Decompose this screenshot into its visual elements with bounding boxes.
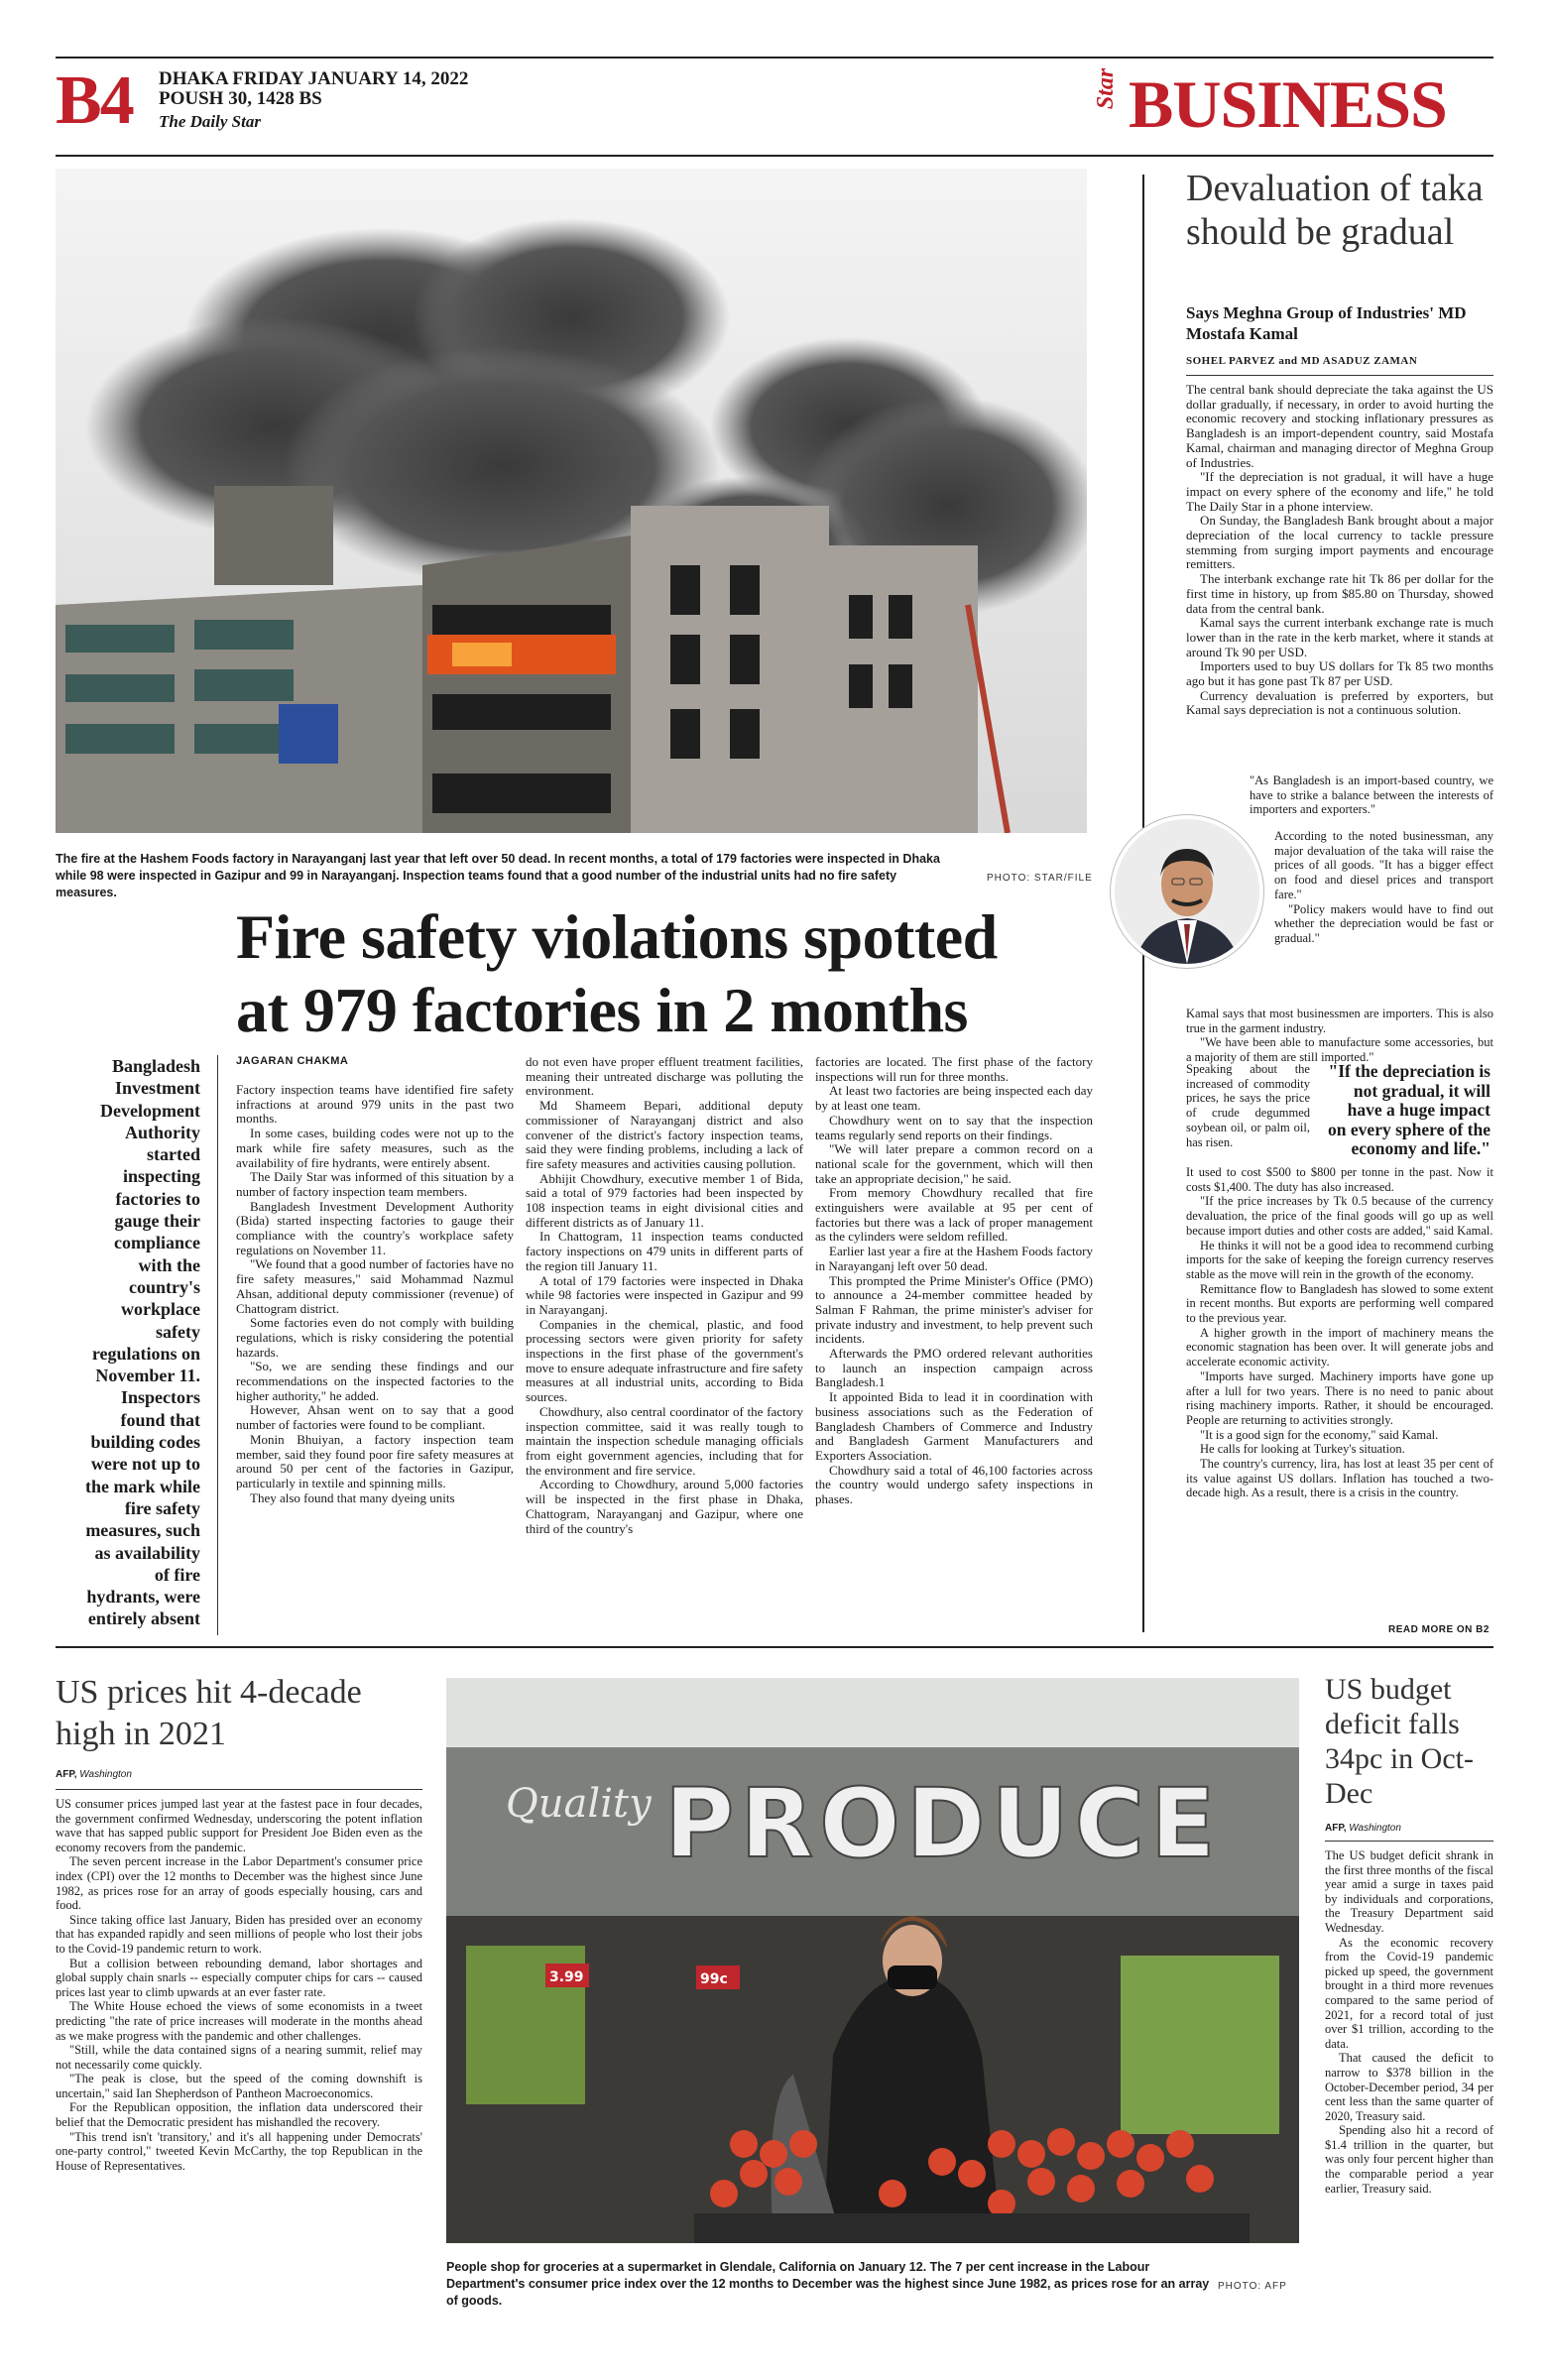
taka-byline: SOHEL PARVEZ and MD ASADUZ ZAMAN bbox=[1186, 355, 1418, 367]
paragraph: From memory Chowdhury recalled that fire extinguishers were available at 95 per cent of factories but there was a lack of proper management as the cylinders were seldom refilled. bbox=[815, 1185, 1093, 1245]
paragraph: He thinks it will not be a good idea to recommend curbing imports for the sake of keeping the foreign currency reserves stable as the move will rein in the growth of the economy. bbox=[1186, 1238, 1493, 1281]
paragraph: Companies in the chemical, plastic, and food processing sectors were given priority for safety inspections in the first phase of the government's move to ensure adequate infrastructure and fire safety measures at all industrial units, according to Bida sources. bbox=[526, 1316, 803, 1405]
main-story-column-3 bbox=[815, 1055, 1093, 1507]
taka-body-wrap-5 bbox=[1186, 1165, 1493, 1500]
dateline bbox=[159, 69, 468, 109]
paragraph: The country's currency, lira, has lost at least 35 per cent of its value against US dollars. Inflation has touched a two-decade high. As a result, there is a crisis in the country. bbox=[1186, 1457, 1493, 1500]
portrait-illustration bbox=[1115, 819, 1259, 964]
bottom-section-rule bbox=[56, 1646, 1493, 1648]
paragraph: Since taking office last January, Biden has presided over an economy that has expanded rapidly and seen millions of people who lost their jobs to the Covid-19 pandemic return to work. bbox=[56, 1912, 422, 1956]
paragraph: The US budget deficit shrank in the first three months of the fiscal year amid a surge in taxes paid by individuals and corporations, the Treasury Department said Wednesday. bbox=[1325, 1848, 1493, 1935]
paragraph: Chowdhury, also central coordinator of the factory inspection committee, said it was really tough to maintain the inspection schedule managing officials from eight government agencies, including that for the environment and fire service. bbox=[526, 1403, 803, 1478]
paragraph: "If the price increases by Tk 0.5 because of the currency devaluation, the price of the final goods will go up as well because import duties and other costs are added," said Kamal. bbox=[1186, 1194, 1493, 1238]
paragraph: Abhijit Chowdhury, executive member 1 of Bida, said a total of 979 factories had been inspected by 108 inspection teams in eight divisional cities and different districts as of January 11. bbox=[526, 1170, 803, 1230]
supermarket-photo bbox=[446, 1678, 1299, 2243]
fire-photo-caption: The fire at the Hashem Foods factory in Narayanganj last year that left over 50 dead. In recent months, a total of 179 factories were inspected in Dhaka while 98 were inspected in Gazipur and 99 in Narayanganj. Inspection teams found that a good number of the industrial units had no fire safety measures. bbox=[56, 852, 940, 899]
paragraph: US consumer prices jumped last year at the fastest pace in four decades, the government confirmed Wednesday, underscoring the potent inflation wave that has sapped public support for President Joe Biden even as the economy recovers from the pandemic. bbox=[56, 1797, 422, 1854]
us-budget-headline: US budget deficit falls 34pc in Oct-Dec bbox=[1325, 1673, 1474, 1810]
paragraph: The central bank should depreciate the taka against the US dollar gradually, if necessary, in order to avoid hurting the economic recovery and stocking inflationary pressures as Bangladesh is an import-dependent country, said Mostafa Kamal, chairman and managing director of Meghna Group of Industries. bbox=[1186, 382, 1493, 470]
taka-byline-rule bbox=[1186, 375, 1493, 376]
paragraph: Md Shameem Bepari, additional deputy commissioner of Narayanganj district and also convener of the district's factory inspection teams, said they were finding problems, including a lack of fire safety measures and activities causing pollution. bbox=[526, 1098, 803, 1171]
taka-body-wrap-2 bbox=[1274, 829, 1493, 946]
main-story-column-1 bbox=[236, 1083, 514, 1505]
pull-quote: "If the depreciation is not gradual, it will have a huge impact on every sphere of the economy and life." bbox=[1328, 1061, 1490, 1158]
paragraph: The White House echoed the views of some economists in a tweet predicting "the rate of price increases will moderate in the months ahead as we make progress with the pandemic and other challenges. bbox=[56, 1999, 422, 2043]
paragraph: "So, we are sending these findings and our recommendations on the inspected factories to the higher authority," he added. bbox=[236, 1359, 514, 1403]
paragraph: He calls for looking at Turkey's situation. bbox=[1200, 1442, 1405, 1457]
main-story-blurb: Bangladesh Investment Development Authority started inspecting factories to gauge their compliance with the country's workplace safety regulations on November 11. Inspectors found that building codes were not up to the mark while fire safety measures, such as availability of fire hydrants, were entirely absent bbox=[85, 1056, 200, 1629]
paragraph: "The peak is close, but the speed of the coming downshift is uncertain," said Ian Shepherdson of Pantheon Macroeconomics. bbox=[56, 2072, 422, 2100]
fire-photo-credit: PHOTO: STAR/FILE bbox=[987, 873, 1093, 884]
paragraph: Bangladesh Investment Development Authority (Bida) started inspecting factories to gauge their compliance with the country's workplace safety regulations on November 11. bbox=[236, 1198, 514, 1257]
supermarket-photo-illustration bbox=[446, 1678, 1299, 2243]
taka-subhead: Says Meghna Group of Industries' MD Mostafa Kamal bbox=[1186, 303, 1467, 343]
paragraph: "Still, while the data contained signs of a nearing summit, relief may not necessarily come quickly. bbox=[56, 2043, 422, 2072]
taka-body-wrap-4 bbox=[1186, 1062, 1310, 1149]
section-title: BUSINESS bbox=[1129, 66, 1447, 142]
us-prices-headline: US prices hit 4-decade high in 2021 bbox=[56, 1674, 362, 1752]
paragraph: For the Republican opposition, the inflation data underscored their belief that the Democratic president has mishandled the recovery. bbox=[56, 2100, 422, 2130]
main-headline bbox=[236, 900, 1099, 1047]
dateline-gregorian: DHAKA FRIDAY JANUARY 14, 2022 bbox=[159, 68, 469, 89]
paragraph: "As Bangladesh is an import-based country, we have to strike a balance between the interests of importers and exporters." bbox=[1250, 774, 1493, 817]
paragraph: It appointed Bida to lead it in coordination with business associations such as the Federation of Bangladesh Chambers of Commerce and Industry and Bangladesh Garment Manufacturers and Exporters Association. bbox=[815, 1389, 1093, 1463]
paragraph: "We found that a good number of factories have no fire safety measures," said Mohammad Nazmul Ahsan, additional deputy commissioner (revenue) of Chattogram district. bbox=[236, 1256, 514, 1316]
price-sign-value: 99c bbox=[700, 1971, 728, 1987]
paragraph: This prompted the Prime Minister's Office (PMO) to announce a 24-member committee headed by Salman F Rahman, the prime minister's adviser for private industry and investment, to help prevent such incidents. bbox=[815, 1272, 1093, 1347]
paragraph: "We have been able to manufacture some accessories, but a majority of them are still imported." bbox=[1186, 1035, 1493, 1065]
main-story-byline: JAGARAN CHAKMA bbox=[236, 1055, 349, 1067]
paragraph: A total of 179 factories were inspected in Dhaka while 98 factories were inspected in Gazipur and 99 in Narayanganj. bbox=[526, 1272, 803, 1317]
paragraph: According to the noted businessman, any major devaluation of the taka will raise the prices of all goods. "It has a bigger effect on food and diesel prices and transport fare." bbox=[1274, 829, 1493, 901]
paragraph: "Imports have surged. Machinery imports have gone up after a lull for two years. There is no need to panic about rising machinery imports. Rather, it should be encouraged. People are returning to activities strongly. bbox=[1186, 1368, 1493, 1427]
paragraph: Speaking about the increased of commodity prices, he says the price of crude degummed soybean oil, or palm oil, has risen. bbox=[1186, 1062, 1310, 1149]
masthead-logo: The Daily Star bbox=[159, 112, 261, 131]
supermarket-photo-credit: PHOTO: AFP bbox=[1218, 2281, 1287, 2292]
paragraph: In Chattogram, 11 inspection teams conducted factory inspections on 479 units in different parts of the region till January 11. bbox=[526, 1229, 803, 1273]
paragraph: "This trend isn't 'transitory,' and it's all happening under Democrats' one-party control," tweeted Kevin McCarthy, the top Republican in the House of Representatives. bbox=[56, 2129, 422, 2173]
paragraph: Chowdhury went on to say that the inspection teams regularly send reports on their findings. bbox=[815, 1112, 1093, 1142]
paragraph: Some factories even do not comply with building regulations, which is risky considering the potential hazards. bbox=[236, 1315, 514, 1360]
paragraph: A higher growth in the import of machinery means the economic stagnation has been over. It will generate jobs and accelerate economic activity. bbox=[1186, 1325, 1493, 1369]
main-story-column-2 bbox=[526, 1055, 803, 1536]
read-more-link[interactable]: READ MORE ON B2 bbox=[1388, 1624, 1490, 1635]
us-budget-body bbox=[1325, 1848, 1493, 2196]
us-budget-byline-rule bbox=[1325, 1841, 1493, 1842]
paragraph: That caused the deficit to narrow to $378 billion in the October-December period, 34 per cent less than the same quarter of 2020, Treasury said. bbox=[1325, 2051, 1493, 2123]
taka-headline: Devaluation of taka should be gradual bbox=[1186, 168, 1484, 253]
main-headline-line1: Fire safety violations spotted bbox=[236, 901, 998, 972]
paragraph: Factory inspection teams have identified fire safety infractions at around 979 units in the past two months. bbox=[236, 1082, 514, 1127]
paragraph: Chowdhury said a total of 46,100 factories across the country would undergo safety inspections in phases. bbox=[815, 1462, 1093, 1507]
us-budget-byline bbox=[1325, 1823, 1401, 1834]
dateline-bengali: POUSH 30, 1428 BS bbox=[159, 88, 322, 109]
paragraph: Kamal says the current interbank exchange rate is much lower than in the rate in the kerb market, where it stands at around Tk 90 per USD. bbox=[1186, 615, 1493, 659]
page-number: B4 bbox=[56, 62, 133, 139]
us-prices-byline-rule bbox=[56, 1789, 422, 1790]
produce-sign: PRODUCE bbox=[664, 1768, 1222, 1879]
us-prices-byline bbox=[56, 1769, 132, 1780]
byline-place: Washington bbox=[1349, 1823, 1401, 1834]
paragraph: On Sunday, the Bangladesh Bank brought about a major depreciation of the local currency to tackle pressure stemming from surging import payments and encourage remitters. bbox=[1186, 513, 1493, 572]
paragraph: At least two factories are being inspected each day by at least one team. bbox=[815, 1083, 1093, 1114]
paragraph: "It is a good sign for the economy," said Kamal. bbox=[1200, 1427, 1439, 1442]
paragraph: do not even have proper effluent treatment facilities, meaning their untreated discharge was polluting the environment. bbox=[526, 1054, 803, 1099]
price-sign-value: 3.99 bbox=[549, 1969, 584, 1985]
header-bottom-rule bbox=[56, 155, 1493, 157]
star-logo: Star bbox=[1093, 67, 1120, 110]
byline-agency: AFP, bbox=[56, 1769, 77, 1780]
taka-body-wrap-3 bbox=[1186, 1007, 1493, 1065]
paragraph: factories are located. The first phase of the factory inspections will run for three months. bbox=[815, 1054, 1093, 1084]
byline-place: Washington bbox=[79, 1769, 132, 1780]
paragraph: The seven percent increase in the Labor Department's consumer price index (CPI) over the 12 months to December was the highest since June 1982, as prices rose for an array of goods especially housing, cars and food. bbox=[56, 1854, 422, 1913]
sign-script: Quality bbox=[506, 1781, 652, 1827]
fire-photo-illustration bbox=[56, 169, 1087, 833]
us-prices-body bbox=[56, 1797, 422, 2173]
paragraph: They also found that many dyeing units bbox=[250, 1489, 455, 1505]
byline-agency: AFP, bbox=[1325, 1823, 1347, 1834]
paragraph: "We will later prepare a common record on a national scale for the government, which will then take an appropriate decision," he said. bbox=[815, 1141, 1093, 1186]
paragraph: But a collision between rebounding demand, labor shortages and global supply chain snarls -- especially computer chips for cars -- caused prices last year to climb upwards at an ever faster rate. bbox=[56, 1956, 422, 1999]
paragraph: Monin Bhuiyan, a factory inspection team member, said they found poor fire safety measures at around 50 per cent of the factories in Gazipur, particularly in textile and spinning mills. bbox=[236, 1431, 514, 1490]
fire-photo bbox=[56, 169, 1087, 833]
paragraph: In some cases, building codes were not up to the mark while fire safety measures, such as the availability of fire hydrants, were entirely absent. bbox=[236, 1126, 514, 1170]
taka-body-top bbox=[1186, 383, 1493, 718]
header-top-rule bbox=[56, 57, 1493, 59]
taka-body-wrap-1 bbox=[1250, 774, 1493, 817]
main-headline-line2: at 979 factories in 2 months bbox=[236, 975, 968, 1045]
paragraph: Currency devaluation is preferred by exporters, but Kamal says depreciation is not a continuous solution. bbox=[1186, 687, 1493, 718]
paragraph: Afterwards the PMO ordered relevant authorities to launch an inspection campaign across Bangladesh.1 bbox=[815, 1346, 1093, 1390]
supermarket-photo-caption: People shop for groceries at a supermarket in Glendale, California on January 12. The 7 per cent increase in the Labour Department's consumer price index over the 12 months to December was the highest since June 1982, as prices rose for an array of goods. bbox=[446, 2260, 1210, 2308]
paragraph: Spending also hit a record of $1.4 trillion in the quarter, but was only four percent higher than the comparable period a year earlier, Treasury said. bbox=[1325, 2123, 1493, 2196]
paragraph: Kamal says that most businessmen are importers. This is also true in the garment industry. bbox=[1186, 1007, 1493, 1035]
paragraph: The Daily Star was informed of this situation by a number of factory inspection team members. bbox=[236, 1169, 514, 1199]
paragraph: Remittance flow to Bangladesh has slowed to some extent in recent months. But exports are performing well compared to the previous year. bbox=[1186, 1281, 1493, 1326]
paragraph: "Policy makers would have to find out whether the depreciation would be fast or gradual." bbox=[1274, 901, 1493, 945]
paragraph: As the economic recovery from the Covid-19 pandemic picked up speed, the government brought in a third more revenues compared to the same period of 2021, for a record total of just over $1 trillion, according to the data. bbox=[1325, 1935, 1493, 2051]
paragraph: "If the depreciation is not gradual, it will have a huge impact on every sphere of the economy and life," he told The Daily Star in a phone interview. bbox=[1186, 469, 1493, 514]
mostafa-kamal-portrait bbox=[1111, 815, 1263, 968]
paragraph: However, Ahsan went on to say that a good number of factories were found to be compliant. bbox=[236, 1402, 514, 1433]
blurb-divider bbox=[217, 1055, 218, 1635]
paragraph: Importers used to buy US dollars for Tk 85 two months ago but it has gone past Tk 87 per USD. bbox=[1186, 658, 1493, 689]
paragraph: It used to cost $500 to $800 per tonne in the past. Now it costs $1,400. The duty has also increased. bbox=[1186, 1165, 1493, 1194]
paragraph: The interbank exchange rate hit Tk 86 per dollar for the first time in history, up from $85.80 on Thursday, showed data from the central bank. bbox=[1186, 571, 1493, 616]
paragraph: According to Chowdhury, around 5,000 factories will be inspected in the first phase in Dhaka, Chattogram, Narayanganj and Gazipur, where one third of the country's bbox=[526, 1477, 803, 1536]
paragraph: Earlier last year a fire at the Hashem Foods factory in Narayanganj left over 50 dead. bbox=[815, 1244, 1093, 1273]
